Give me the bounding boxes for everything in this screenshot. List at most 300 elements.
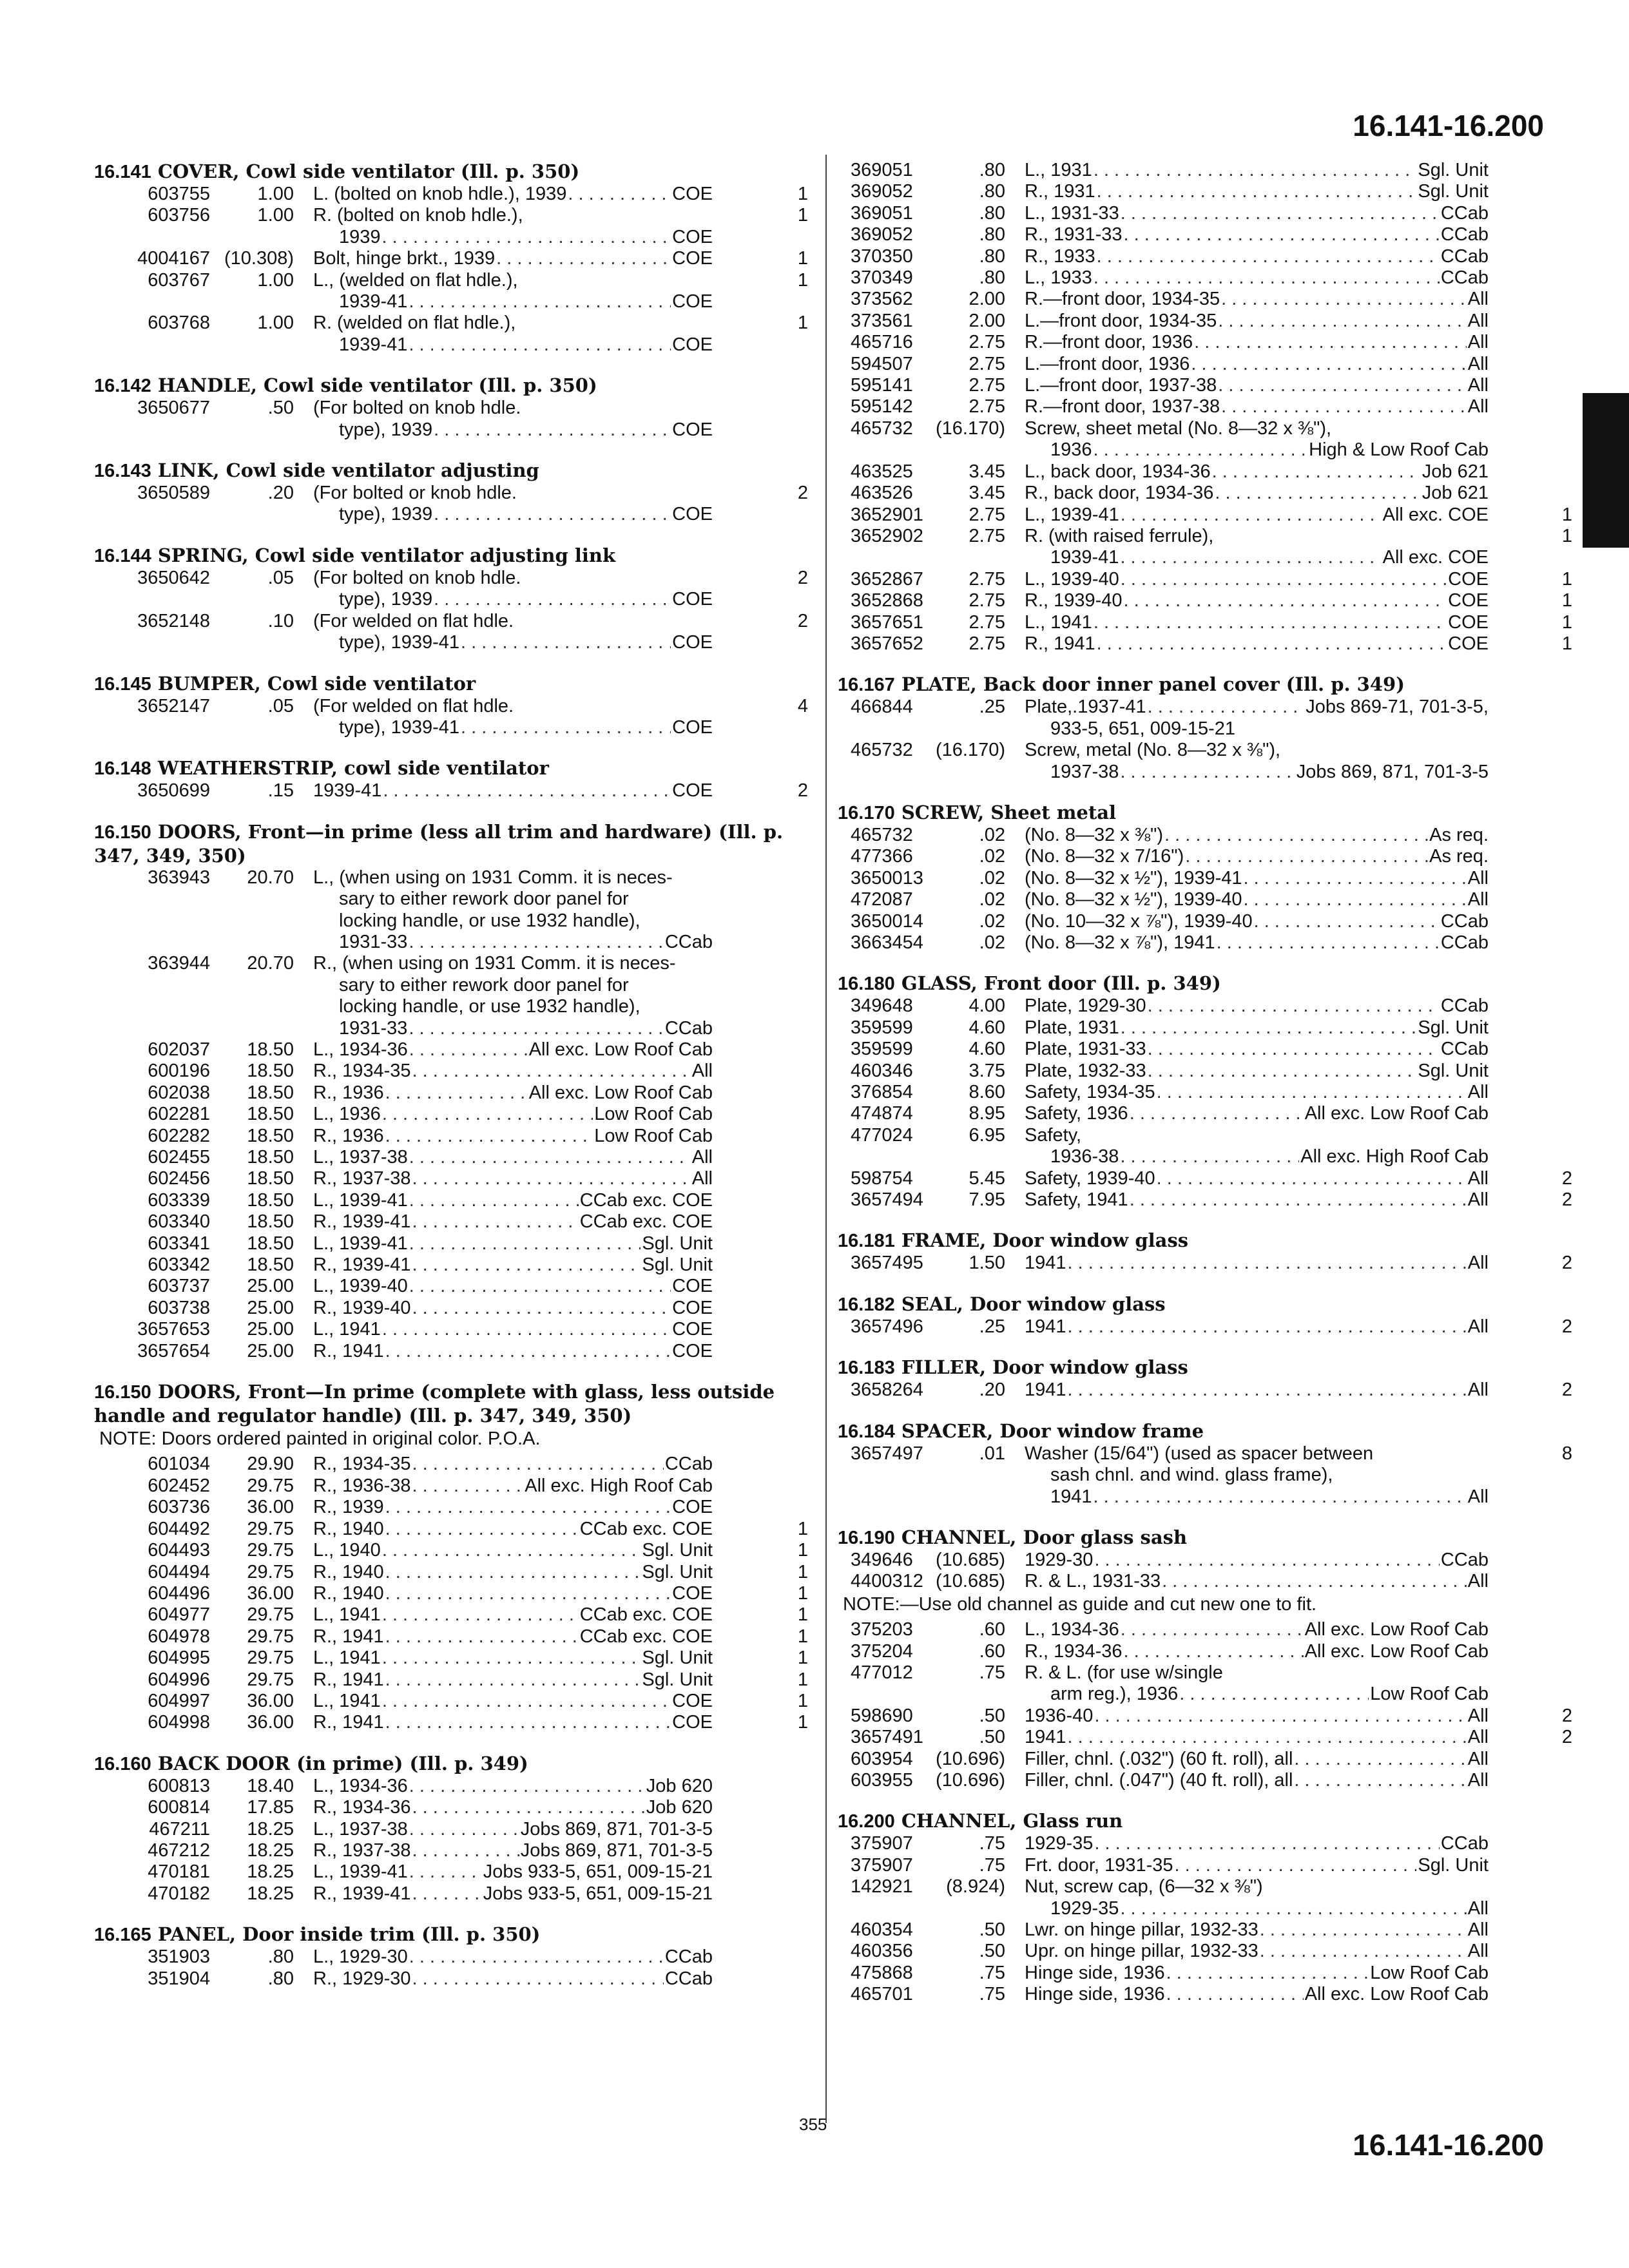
description-text: 1931-33 xyxy=(339,1017,408,1039)
description-line xyxy=(313,1168,713,1189)
part-price: .01 xyxy=(979,1443,1005,1464)
part-description xyxy=(313,1797,713,1818)
part-row xyxy=(838,1443,1572,1508)
part-price: .02 xyxy=(979,932,1005,953)
part-price: 18.50 xyxy=(247,1061,294,1082)
description-line xyxy=(1025,375,1489,396)
part-row xyxy=(838,1253,1572,1274)
description-line xyxy=(1025,483,1489,504)
quantity: 1 xyxy=(797,1561,808,1582)
part-description xyxy=(313,1540,713,1561)
leader-dots xyxy=(1068,1379,1467,1401)
application: CCab exc. COE xyxy=(579,1211,713,1233)
application: COE xyxy=(672,1497,713,1518)
part-price: 29.75 xyxy=(247,1540,294,1561)
leader-dots xyxy=(1097,246,1440,267)
description-text: locking handle, or use 1932 handle), xyxy=(339,910,641,931)
part-price: .20 xyxy=(979,1379,1005,1401)
part-row xyxy=(838,611,1572,633)
description-line xyxy=(313,312,713,334)
section-name: FRAME, Door window glass xyxy=(901,1229,1189,1252)
description-text: Plate, 1929-30 xyxy=(1025,995,1146,1017)
part-number: 3652902 xyxy=(851,525,923,546)
part-row xyxy=(94,1061,809,1082)
part-number: 602455 xyxy=(148,1147,210,1168)
part-description xyxy=(1025,612,1489,633)
part-number: 465716 xyxy=(851,332,913,353)
application: All xyxy=(1467,1898,1489,1919)
application: All xyxy=(1467,1253,1489,1274)
part-description xyxy=(1025,889,1489,910)
leader-dots xyxy=(1120,547,1381,568)
part-number: 465732 xyxy=(851,740,913,761)
application: CCab xyxy=(1440,995,1489,1017)
part-price: 2.75 xyxy=(969,633,1005,654)
leader-dots xyxy=(1120,1146,1299,1168)
application: COE xyxy=(672,1297,713,1318)
part-number: 603341 xyxy=(148,1233,210,1254)
section-name: LINK, Cowl side ventilator adjusting xyxy=(157,459,539,482)
description-text: R., (when using on 1931 Comm. it is neces- xyxy=(313,953,676,974)
description-line xyxy=(1025,547,1489,568)
description-line xyxy=(1025,846,1489,867)
leader-dots xyxy=(382,1604,579,1626)
application: CCab xyxy=(664,1968,713,1989)
leader-dots xyxy=(1121,203,1440,224)
leader-dots xyxy=(412,1298,671,1319)
description-line xyxy=(1025,1619,1489,1640)
leader-dots xyxy=(385,1583,671,1604)
part-price: .80 xyxy=(979,224,1005,245)
part-number: 603955 xyxy=(851,1769,913,1791)
part-price: .75 xyxy=(979,1984,1005,2005)
description-line xyxy=(1025,1465,1489,1486)
part-price: .02 xyxy=(979,910,1005,932)
part-row xyxy=(838,911,1559,932)
description-text: L., 1939-41 xyxy=(313,1233,408,1254)
description-line xyxy=(313,1497,713,1518)
description-text: 1936-38 xyxy=(1050,1146,1119,1168)
part-description xyxy=(1025,932,1489,954)
part-row xyxy=(838,1876,1559,1919)
part-number: 602281 xyxy=(148,1104,210,1125)
part-number: 600814 xyxy=(148,1797,210,1818)
section-number: 16.183 xyxy=(838,1358,895,1379)
description-text: Screw, metal (No. 8—32 x ⅜"), xyxy=(1025,740,1281,761)
application: COE xyxy=(672,248,713,269)
description-text: L., 1939-41 xyxy=(1025,504,1119,525)
part-price: 25.00 xyxy=(247,1319,294,1340)
part-description xyxy=(1025,203,1489,224)
leader-dots xyxy=(1121,1619,1304,1640)
part-row xyxy=(838,246,1559,267)
leader-dots xyxy=(1218,311,1467,332)
part-price: .80 xyxy=(979,181,1005,202)
description-line xyxy=(313,1712,713,1733)
description-line xyxy=(313,1233,713,1254)
leader-dots xyxy=(385,1519,579,1540)
part-number: 603737 xyxy=(148,1276,210,1297)
description-text: R., 1940 xyxy=(313,1561,384,1582)
part-number: 603342 xyxy=(148,1254,210,1276)
part-description xyxy=(313,1298,713,1319)
application: All exc. Low Roof Cab xyxy=(528,1082,713,1103)
section-name: GLASS, Front door (Ill. p. 349) xyxy=(901,972,1221,995)
leader-dots xyxy=(1260,1941,1467,1962)
part-description xyxy=(313,1147,713,1168)
leader-dots xyxy=(1212,461,1421,483)
part-price: .80 xyxy=(979,202,1005,224)
application: All exc. High Roof Cab xyxy=(1300,1146,1489,1168)
leader-dots xyxy=(382,1691,671,1712)
description-line xyxy=(313,910,713,932)
description-text: Filler, chnl. (.032") (60 ft. roll), all xyxy=(1025,1748,1293,1769)
description-line xyxy=(1025,1189,1489,1211)
part-number: 373562 xyxy=(851,289,913,310)
part-description xyxy=(1025,911,1489,932)
application: As req. xyxy=(1429,824,1489,845)
description-line xyxy=(1025,1898,1489,1919)
description-line xyxy=(1025,181,1489,202)
part-description xyxy=(313,1190,713,1211)
part-description xyxy=(313,1319,713,1340)
part-description xyxy=(1025,1571,1489,1592)
part-price: 20.70 xyxy=(247,953,294,974)
description-text: 1939-41 xyxy=(313,780,382,802)
application: All xyxy=(1467,289,1489,310)
part-description xyxy=(1025,505,1489,526)
description-line xyxy=(313,953,713,974)
part-row xyxy=(838,203,1559,224)
application: COE xyxy=(672,589,713,610)
part-description xyxy=(313,1861,713,1883)
part-row xyxy=(838,1168,1572,1189)
description-line xyxy=(313,205,713,226)
description-text: R., 1933 xyxy=(1025,245,1095,267)
part-number: 475868 xyxy=(851,1962,913,1983)
leader-dots xyxy=(1148,1061,1417,1082)
application: Jobs 869, 871, 701-3-5 xyxy=(520,1840,713,1861)
section-number: 16.165 xyxy=(94,1925,151,1946)
section-number: 16.200 xyxy=(838,1811,895,1832)
part-number: 375204 xyxy=(851,1640,913,1662)
application: All xyxy=(691,1147,713,1168)
application: COE xyxy=(1448,590,1489,611)
part-number: 363943 xyxy=(148,867,210,888)
part-number: 604996 xyxy=(148,1669,210,1690)
catalog-section xyxy=(94,459,809,526)
part-price: .75 xyxy=(979,1854,1005,1876)
quantity: 1 xyxy=(797,248,808,269)
part-row xyxy=(94,696,809,739)
description-line xyxy=(313,1126,713,1147)
part-number: 604978 xyxy=(148,1626,210,1647)
part-description xyxy=(1025,1706,1489,1727)
section-name: DOORS, Front—in prime (less all trim and hardware) (Ill. p. 347, 349, 350) xyxy=(94,820,784,867)
part-price: .25 xyxy=(979,1316,1005,1337)
application: CCab xyxy=(1440,267,1489,289)
application: All xyxy=(1467,1486,1489,1507)
description-text: R., 1941 xyxy=(1025,633,1095,654)
part-number: 603954 xyxy=(851,1748,913,1769)
section-name: SEAL, Door window glass xyxy=(901,1293,1166,1315)
description-text: (No. 8—32 x ½"), 1939-41 xyxy=(1025,867,1242,889)
leader-dots xyxy=(1094,439,1308,461)
quantity: 1 xyxy=(797,269,808,291)
part-row xyxy=(838,1919,1559,1941)
part-number: 460356 xyxy=(851,1941,913,1962)
part-number: 474874 xyxy=(851,1103,913,1124)
description-line xyxy=(1025,418,1489,439)
leader-dots xyxy=(412,1968,664,1990)
description-text: Plate, 1931-33 xyxy=(1025,1039,1146,1060)
part-row xyxy=(838,1705,1572,1727)
description-line xyxy=(313,1018,713,1039)
leader-dots xyxy=(1124,224,1440,245)
section-heading xyxy=(838,972,1559,995)
description-line xyxy=(313,1648,713,1669)
quantity: 2 xyxy=(1561,1253,1572,1274)
application: COE xyxy=(672,504,713,525)
application: Job 621 xyxy=(1422,461,1489,482)
leader-dots xyxy=(1130,1189,1467,1211)
description-line xyxy=(1025,1749,1489,1770)
part-description xyxy=(1025,181,1489,202)
part-description xyxy=(313,1562,713,1583)
part-number: 369052 xyxy=(851,224,913,245)
leader-dots xyxy=(1097,181,1417,202)
application: All xyxy=(1467,1189,1489,1211)
part-price: .50 xyxy=(979,1941,1005,1962)
part-row xyxy=(838,1550,1559,1571)
leader-dots xyxy=(434,589,671,610)
description-line xyxy=(1025,1706,1489,1727)
application: CCab xyxy=(664,1454,713,1475)
part-row xyxy=(94,1233,809,1254)
quantity: 2 xyxy=(797,610,808,631)
part-number: 602452 xyxy=(148,1475,210,1496)
application: All xyxy=(1467,1748,1489,1769)
part-price: 3.45 xyxy=(969,483,1005,504)
part-number: 3663454 xyxy=(851,932,923,953)
part-number: 466844 xyxy=(851,697,913,718)
quantity: 2 xyxy=(1561,1705,1572,1726)
quantity: 1 xyxy=(1561,525,1572,546)
leader-dots xyxy=(1157,1168,1467,1189)
section-note: NOTE:—Use old channel as guide and cut new one to fit. xyxy=(843,1593,1317,1615)
section-heading xyxy=(94,160,809,184)
part-description xyxy=(1025,526,1489,569)
leader-dots xyxy=(1094,1486,1467,1508)
application: All xyxy=(1467,867,1489,889)
description-text: Plate, 1931 xyxy=(1025,1017,1119,1038)
part-price: 1.50 xyxy=(969,1253,1005,1274)
application: All exc. COE xyxy=(1382,504,1489,525)
part-price: .75 xyxy=(979,1662,1005,1683)
part-row xyxy=(94,1946,809,1968)
application: All xyxy=(1467,332,1489,353)
description-line xyxy=(1025,505,1489,526)
description-line xyxy=(313,483,713,504)
description-text: R., 1936 xyxy=(313,1082,384,1103)
part-row xyxy=(838,868,1559,889)
part-row xyxy=(838,1641,1559,1662)
part-row xyxy=(838,568,1572,590)
part-number: 604493 xyxy=(148,1540,210,1561)
application: COE xyxy=(1448,633,1489,654)
description-line xyxy=(1025,995,1489,1017)
section-number: 16.180 xyxy=(838,974,895,995)
part-price: .75 xyxy=(979,1962,1005,1983)
application: Low Roof Cab xyxy=(594,1104,713,1125)
description-line xyxy=(313,1583,713,1604)
application: COE xyxy=(672,1340,713,1361)
application: All xyxy=(1467,889,1489,910)
part-price: 7.95 xyxy=(969,1189,1005,1211)
quantity: 2 xyxy=(797,483,808,504)
section-name: DOORS, Front—In prime (complete with glass, less outside handle and regulator handle) (Ill. p. 347, 349, 350) xyxy=(94,1381,775,1427)
part-price: (16.170) xyxy=(935,740,1005,761)
description-text: Washer (15/64") (used as spacer between xyxy=(1025,1443,1374,1464)
part-row xyxy=(838,181,1559,202)
description-line xyxy=(313,1475,713,1497)
part-number: 375907 xyxy=(851,1833,913,1854)
description-line xyxy=(1025,1017,1489,1039)
description-text: R., 1941 xyxy=(313,1626,384,1647)
description-text: L., 1941 xyxy=(313,1604,381,1626)
description-text: 1941 xyxy=(1025,1379,1066,1401)
catalog-section xyxy=(838,972,1572,1211)
part-price: 18.25 xyxy=(247,1840,294,1861)
application: COE xyxy=(672,1582,713,1604)
leader-dots xyxy=(1124,1641,1304,1662)
catalog-section xyxy=(94,374,809,441)
description-line xyxy=(313,1819,713,1840)
part-description xyxy=(313,1082,713,1104)
leader-dots xyxy=(409,334,671,356)
description-text: Safety, xyxy=(1025,1124,1082,1146)
part-number: 3657495 xyxy=(851,1253,923,1274)
part-number: 359599 xyxy=(851,1017,913,1038)
description-line xyxy=(313,932,713,953)
quantity: 1 xyxy=(797,1712,808,1733)
part-row xyxy=(838,1082,1559,1103)
application: All xyxy=(1467,353,1489,374)
part-description xyxy=(1025,1641,1489,1662)
description-text: Hinge side, 1936 xyxy=(1025,1984,1165,2005)
quantity: 1 xyxy=(797,1540,808,1561)
leader-dots xyxy=(382,1104,593,1125)
quantity: 1 xyxy=(1561,633,1572,654)
part-row xyxy=(838,1855,1559,1876)
leader-dots xyxy=(1294,1749,1466,1770)
part-row xyxy=(94,1454,809,1475)
part-number: 3650589 xyxy=(137,483,210,504)
description-line xyxy=(313,568,713,589)
part-price: 2.75 xyxy=(969,504,1005,525)
part-price: .80 xyxy=(267,1946,294,1968)
description-text: R.—front door, 1936 xyxy=(1025,332,1193,353)
section-number: 16.148 xyxy=(94,758,151,780)
description-line xyxy=(1025,1855,1489,1876)
section-name: BACK DOOR (in prime) (Ill. p. 349) xyxy=(157,1752,528,1774)
part-price: 25.00 xyxy=(247,1340,294,1361)
catalog-section xyxy=(94,820,809,1362)
application: COE xyxy=(672,1712,713,1733)
part-price: 18.50 xyxy=(247,1147,294,1168)
description-text: R. (bolted on knob hdle.), xyxy=(313,205,523,226)
part-description xyxy=(1025,483,1489,504)
part-number: 363944 xyxy=(148,953,210,974)
part-price: .10 xyxy=(267,610,294,631)
part-number: 460346 xyxy=(851,1060,913,1081)
part-number: 467211 xyxy=(149,1818,210,1840)
part-row xyxy=(94,780,809,802)
part-description xyxy=(313,1626,713,1648)
part-number: 594507 xyxy=(851,353,913,374)
application: COE xyxy=(1448,611,1489,633)
section-name: SPACER, Door window frame xyxy=(901,1419,1204,1442)
application: Low Roof Cab xyxy=(594,1125,713,1146)
description-line xyxy=(1025,633,1489,655)
description-line xyxy=(313,1039,713,1061)
part-row xyxy=(94,248,809,269)
application: Jobs 869-71, 701-3-5, xyxy=(1306,697,1489,718)
part-description xyxy=(1025,633,1489,655)
section-heading xyxy=(94,544,809,568)
application: CCab exc. COE xyxy=(579,1626,713,1647)
part-description xyxy=(1025,354,1489,375)
part-number: 3650642 xyxy=(137,567,210,588)
description-text: type), 1939-41 xyxy=(339,716,460,738)
part-description xyxy=(1025,1061,1489,1082)
description-text: R., 1941 xyxy=(313,1712,384,1733)
part-row xyxy=(94,1039,809,1061)
section-name: SPRING, Cowl side ventilator adjusting link xyxy=(157,544,616,566)
description-line xyxy=(1025,1919,1489,1941)
application: COE xyxy=(672,184,713,204)
part-description xyxy=(313,1039,713,1061)
leader-dots xyxy=(385,1082,528,1104)
part-row xyxy=(838,1749,1559,1770)
application: Jobs 869, 871, 701-3-5 xyxy=(520,1818,713,1840)
quantity: 1 xyxy=(1561,611,1572,633)
description-line xyxy=(313,1562,713,1583)
application: Sgl. Unit xyxy=(642,1254,713,1276)
leader-dots xyxy=(409,1190,579,1211)
application: Job 620 xyxy=(646,1775,713,1796)
section-heading xyxy=(838,673,1559,697)
section-name: PANEL, Door inside trim (Ill. p. 350) xyxy=(157,1923,541,1946)
application: Sgl. Unit xyxy=(642,1648,713,1669)
description-line xyxy=(1025,1984,1489,2005)
part-description xyxy=(313,1968,713,1990)
part-description xyxy=(1025,1941,1489,1962)
part-row xyxy=(94,184,809,205)
part-number: 3657651 xyxy=(851,611,923,633)
section-heading xyxy=(94,459,809,483)
part-row xyxy=(94,1540,809,1561)
part-number: 370350 xyxy=(851,245,913,267)
description-text: type), 1939 xyxy=(339,504,433,525)
part-row xyxy=(838,332,1559,353)
part-price: .15 xyxy=(267,780,294,802)
description-line xyxy=(1025,569,1489,590)
application: Sgl. Unit xyxy=(1418,1017,1489,1038)
part-row xyxy=(94,270,809,313)
part-price: .75 xyxy=(979,1833,1005,1854)
description-text: R., 1936 xyxy=(313,1125,384,1146)
